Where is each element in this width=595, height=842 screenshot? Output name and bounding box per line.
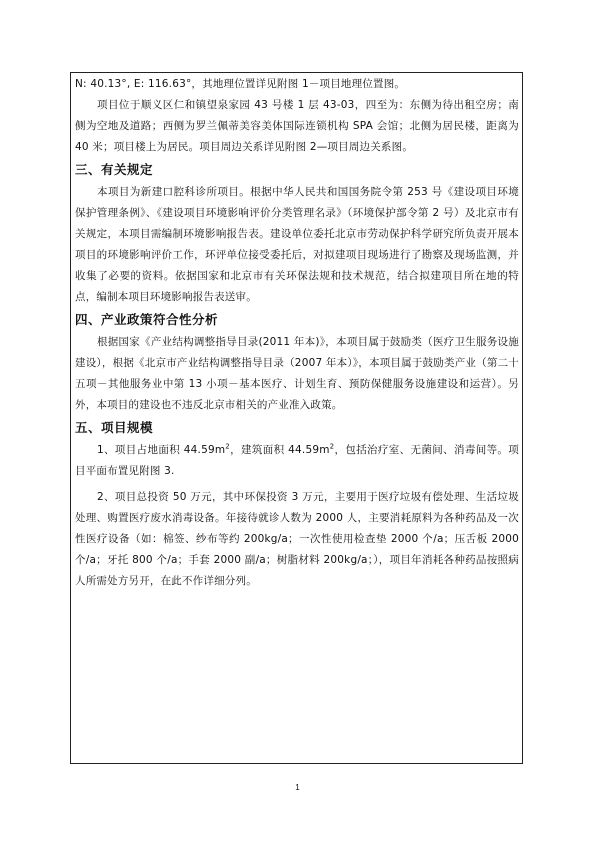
document-body xyxy=(75,74,519,592)
coordinates-paragraph: N: 40.13°, E: 116.63°，其地理位置详见附图 1－项目地理位置图。 xyxy=(75,78,406,90)
scale-paragraph-2: 2、项目总投资 50 万元，其中环保投资 3 万元，主要用于医疗垃圾有偿处理、生活垃圾处理、购置医疗废水消毒设备。年接待就诊人数为 2000 人，主要消耗原料为各种药品及一次性医疗设备（如：棉签、纱布等约 200kg/a；一次性使用检查垫 2000 个/a；压舌板 2000 个/a；牙托 800 个/a；手套 2000 副/a；树脂材料 200kg/a；），项目年消耗各种药品按照病人所需处方另开，在此不作详细分列。 xyxy=(75,491,519,587)
page-number: 1 xyxy=(295,783,300,792)
section-heading-policy: 四、产业政策符合性分析 xyxy=(75,312,219,327)
scale-text-a: 1、项目占地面积 44.59m xyxy=(97,444,226,456)
scale-text-b: ，建筑面积 44.59m xyxy=(229,444,330,456)
superscript: 2 xyxy=(225,442,230,451)
scale-paragraph-1 xyxy=(75,440,519,482)
policy-paragraph: 根据国家《产业结构调整指导目录(2011 年本)》，本项目属于鼓励类（医疗卫生服务设施建设），根据《北京市产业结构调整指导目录（2007 年本）》，本项目属于鼓励类产业（第二十五项－其他服务业中第 13 小项－基本医疗、计划生育、预防保健服务设施建设和运营）。另外，本项目的建设也不违反北京市相关的产业准入政策。 xyxy=(75,336,519,411)
regulations-paragraph: 本项目为新建口腔科诊所项目。根据中华人民共和国国务院令第 253 号《建设项目环境保护管理条例》、《建设项目环境影响评价分类管理名录》（环境保护部令第 2 号）及北京市有关规定，本项目需编制环境影响报告表。建设单位委托北京市劳动保护科学研究所负责开展本项目的环境影响评价工作，环评单位接受委托后，对拟建项目现场进行了勘察及现场监测，并收集了必要的资料。依据国家和北京市有关环保法规和技术规范，结合拟建项目所在地的特点，编制本项目环境影响报告表送审。 xyxy=(75,186,519,303)
section-heading-scale: 五、项目规模 xyxy=(75,420,154,435)
scale-text-c: ，包括治疗室、无菌间、消毒间等。项目平面布置见附图 3. xyxy=(75,444,519,477)
section-heading-regulations: 三、有关规定 xyxy=(75,162,154,177)
location-paragraph: 项目位于顺义区仁和镇望泉家园 43 号楼 1 层 43-03，四至为：东侧为待出租空房；南侧为空地及道路；西侧为罗兰佩蒂美容美体国际连锁机构 SPA 会馆；北侧为居民楼，距离为 40 米；项目楼上为居民。项目周边关系详见附图 2—项目周边关系图。 xyxy=(75,99,519,153)
superscript: 2 xyxy=(329,442,335,451)
